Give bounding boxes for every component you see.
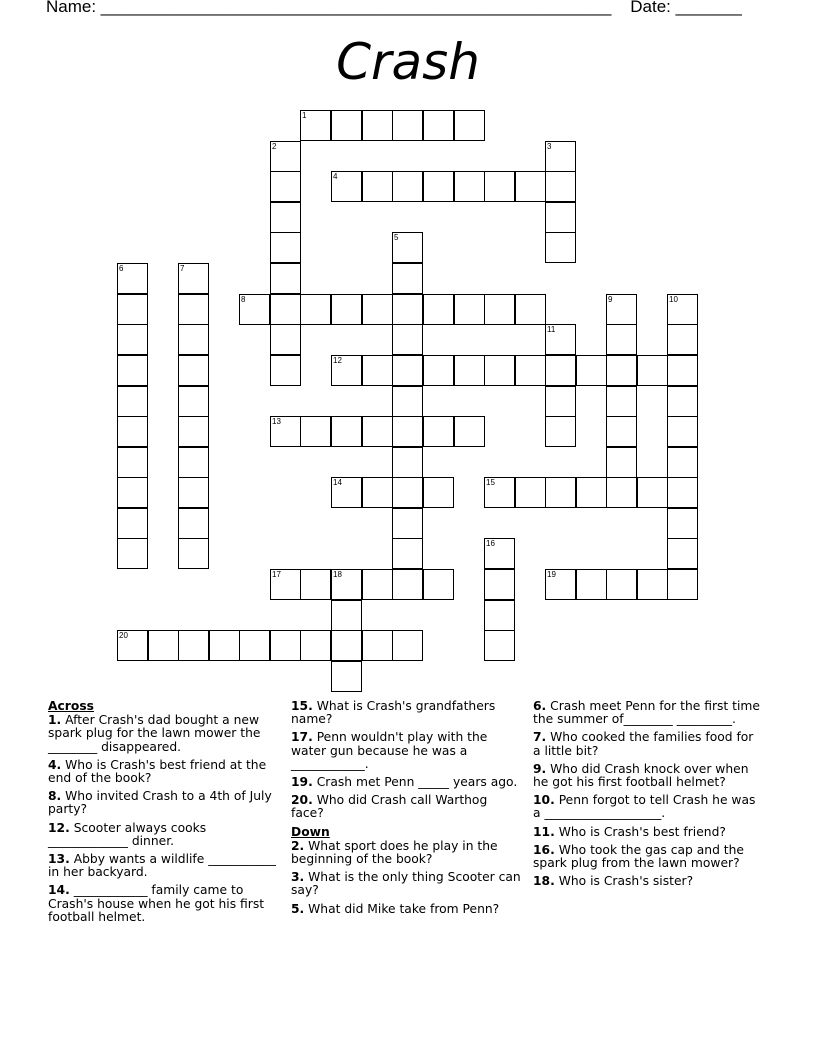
grid-cell[interactable] bbox=[392, 171, 423, 202]
grid-cell[interactable] bbox=[545, 477, 576, 508]
clue-item bbox=[48, 884, 280, 924]
clue-number: 17. bbox=[291, 730, 313, 745]
clue-item bbox=[533, 794, 763, 820]
grid-cell[interactable] bbox=[117, 294, 148, 325]
clue-number: 15. bbox=[291, 699, 313, 713]
grid-cell[interactable] bbox=[637, 569, 668, 600]
grid-cell[interactable] bbox=[392, 324, 423, 355]
grid-cell[interactable] bbox=[392, 294, 423, 325]
cell-number: 15 bbox=[486, 478, 495, 487]
grid-cell[interactable] bbox=[270, 171, 301, 202]
grid-cell[interactable] bbox=[362, 171, 393, 202]
grid-cell[interactable] bbox=[331, 661, 362, 692]
grid-cell[interactable] bbox=[178, 355, 209, 386]
puzzle-title: Crash bbox=[336, 33, 480, 91]
grid-cell[interactable] bbox=[423, 569, 454, 600]
grid-cell[interactable] bbox=[331, 416, 362, 447]
clue-item bbox=[533, 875, 763, 888]
clue-text: After Crash's dad bought a new spark plug for the lawn mower the ________ disappeared. bbox=[48, 713, 261, 754]
grid-cell[interactable] bbox=[667, 447, 698, 478]
grid-cell[interactable] bbox=[239, 630, 270, 661]
clue-number: 20. bbox=[291, 793, 313, 808]
clue-column-2 bbox=[291, 700, 521, 921]
grid-cell[interactable] bbox=[545, 386, 576, 417]
clue-item bbox=[48, 714, 280, 754]
grid-cell[interactable] bbox=[270, 630, 301, 661]
cell-number: 4 bbox=[333, 172, 338, 181]
grid-cell[interactable] bbox=[178, 294, 209, 325]
cell-number: 16 bbox=[486, 539, 495, 548]
grid-cell[interactable] bbox=[606, 447, 637, 478]
grid-cell[interactable] bbox=[423, 355, 454, 386]
grid-cell[interactable] bbox=[484, 171, 515, 202]
clue-item bbox=[291, 871, 521, 897]
grid-cell[interactable] bbox=[667, 477, 698, 508]
cell-number: 7 bbox=[180, 264, 185, 273]
cell-number: 14 bbox=[333, 478, 342, 487]
grid-cell[interactable] bbox=[454, 171, 485, 202]
cell-number: 17 bbox=[272, 570, 281, 579]
clue-text: Abby wants a wildlife ___________ in her backyard. bbox=[48, 852, 276, 880]
grid-cell[interactable] bbox=[515, 355, 546, 386]
clue-text: Who invited Crash to a 4th of July party? bbox=[48, 789, 272, 817]
grid-cell[interactable] bbox=[667, 416, 698, 447]
clue-number: 18. bbox=[533, 874, 555, 889]
clue-number: 12. bbox=[48, 820, 70, 835]
cell-number: 12 bbox=[333, 356, 342, 365]
grid-cell[interactable] bbox=[270, 294, 301, 325]
grid-cell[interactable] bbox=[178, 630, 209, 661]
cell-number: 18 bbox=[333, 570, 342, 579]
grid-cell[interactable] bbox=[606, 477, 637, 508]
grid-cell[interactable] bbox=[117, 508, 148, 539]
clue-item bbox=[48, 822, 280, 848]
clue-number: 2. bbox=[291, 838, 305, 853]
grid-cell[interactable] bbox=[454, 110, 485, 141]
grid-cell[interactable] bbox=[515, 477, 546, 508]
grid-cell[interactable] bbox=[576, 569, 607, 600]
clue-text: What sport does he play in the beginning of the book? bbox=[291, 838, 498, 867]
grid-cell[interactable] bbox=[576, 355, 607, 386]
clue-text: Crash meet Penn for the first time the summer of________ _________. bbox=[533, 699, 760, 727]
clue-number: 7. bbox=[533, 730, 547, 745]
clue-number: 19. bbox=[291, 775, 313, 790]
grid-cell[interactable] bbox=[545, 416, 576, 447]
grid-cell[interactable] bbox=[545, 355, 576, 386]
grid-cell[interactable] bbox=[545, 232, 576, 263]
grid-cell[interactable] bbox=[300, 294, 331, 325]
grid-cell[interactable] bbox=[484, 630, 515, 661]
grid-cell[interactable] bbox=[209, 630, 240, 661]
clue-number: 4. bbox=[48, 757, 62, 772]
grid-cell[interactable] bbox=[423, 110, 454, 141]
grid-cell[interactable] bbox=[667, 569, 698, 600]
clue-text: Penn wouldn't play with the water gun because he was a ____________. bbox=[291, 730, 488, 771]
clue-item bbox=[533, 826, 763, 839]
grid-cell[interactable] bbox=[667, 355, 698, 386]
clue-text: ____________ family came to Crash's house when he got his first football helmet. bbox=[48, 883, 265, 924]
clue-item bbox=[291, 903, 521, 916]
grid-cell[interactable] bbox=[606, 386, 637, 417]
grid-cell[interactable] bbox=[667, 538, 698, 569]
grid-cell[interactable] bbox=[515, 294, 546, 325]
grid-cell[interactable] bbox=[178, 447, 209, 478]
grid-cell[interactable] bbox=[117, 386, 148, 417]
grid-cell[interactable] bbox=[606, 416, 637, 447]
grid-cell[interactable] bbox=[484, 355, 515, 386]
grid-cell[interactable] bbox=[362, 110, 393, 141]
cell-number: 13 bbox=[272, 417, 281, 426]
grid-cell[interactable] bbox=[392, 630, 423, 661]
clue-number: 14. bbox=[48, 883, 70, 898]
cell-number: 20 bbox=[119, 631, 128, 640]
grid-cell[interactable] bbox=[300, 416, 331, 447]
clue-text: Who is Crash's best friend at the end of the book? bbox=[48, 757, 267, 786]
grid-cell[interactable] bbox=[331, 294, 362, 325]
grid-cell[interactable] bbox=[392, 263, 423, 294]
grid-cell[interactable] bbox=[362, 477, 393, 508]
clue-item bbox=[291, 776, 521, 789]
grid-cell[interactable] bbox=[178, 386, 209, 417]
cell-number: 2 bbox=[272, 142, 277, 151]
clue-number: 10. bbox=[533, 793, 555, 808]
grid-cell[interactable] bbox=[300, 569, 331, 600]
grid-cell[interactable] bbox=[392, 110, 423, 141]
cell-number: 6 bbox=[119, 264, 124, 273]
grid-cell[interactable] bbox=[515, 171, 546, 202]
cell-number: 19 bbox=[547, 570, 556, 579]
clue-item bbox=[48, 790, 280, 816]
grid-cell[interactable] bbox=[178, 477, 209, 508]
grid-cell[interactable] bbox=[637, 355, 668, 386]
clue-number: 1. bbox=[48, 713, 62, 728]
grid-cell[interactable] bbox=[392, 355, 423, 386]
clue-text: Penn forgot to tell Crash he was a ___________________. bbox=[533, 793, 756, 821]
cell-number: 9 bbox=[608, 295, 613, 304]
clue-text: Who did Crash knock over when he got his first football helmet? bbox=[533, 761, 749, 790]
grid-cell[interactable] bbox=[484, 294, 515, 325]
grid-cell[interactable] bbox=[423, 171, 454, 202]
grid-cell[interactable] bbox=[606, 355, 637, 386]
cell-number: 8 bbox=[241, 295, 246, 304]
grid-cell[interactable] bbox=[117, 416, 148, 447]
cell-number: 10 bbox=[669, 295, 678, 304]
clue-number: 3. bbox=[291, 870, 305, 885]
grid-cell[interactable] bbox=[392, 508, 423, 539]
grid-cell[interactable] bbox=[392, 477, 423, 508]
clue-item bbox=[533, 700, 763, 726]
grid-cell[interactable] bbox=[392, 386, 423, 417]
grid-cell[interactable] bbox=[362, 355, 393, 386]
grid-cell[interactable] bbox=[362, 416, 393, 447]
grid-cell[interactable] bbox=[117, 324, 148, 355]
grid-cell[interactable] bbox=[454, 294, 485, 325]
clue-column-1 bbox=[48, 700, 280, 929]
grid-cell[interactable] bbox=[392, 447, 423, 478]
clue-text: Who cooked the families food for a little bit? bbox=[533, 730, 754, 758]
grid-cell[interactable] bbox=[362, 294, 393, 325]
grid-cell[interactable] bbox=[178, 538, 209, 569]
clue-item bbox=[291, 794, 521, 820]
clue-text: Who took the gas cap and the spark plug from the lawn mower? bbox=[533, 842, 744, 871]
grid-cell[interactable] bbox=[178, 324, 209, 355]
name-date-line[interactable]: Name: ______________________________________________________ Date: _______ bbox=[46, 0, 742, 16]
clue-item bbox=[533, 844, 763, 870]
clue-text: What did Mike take from Penn? bbox=[304, 901, 500, 916]
clue-item bbox=[291, 840, 521, 866]
grid-cell[interactable] bbox=[178, 416, 209, 447]
grid-cell[interactable] bbox=[545, 171, 576, 202]
clue-number: 6. bbox=[533, 699, 547, 713]
grid-cell[interactable] bbox=[117, 355, 148, 386]
clue-number: 8. bbox=[48, 789, 62, 804]
clue-number: 13. bbox=[48, 852, 70, 867]
grid-cell[interactable] bbox=[423, 294, 454, 325]
grid-cell[interactable] bbox=[637, 477, 668, 508]
grid-cell[interactable] bbox=[362, 630, 393, 661]
clue-item bbox=[48, 853, 280, 879]
grid-cell[interactable] bbox=[667, 508, 698, 539]
grid-cell[interactable] bbox=[178, 508, 209, 539]
grid-cell[interactable] bbox=[270, 263, 301, 294]
clue-text: Who is Crash's sister? bbox=[554, 874, 694, 889]
clue-item bbox=[533, 763, 763, 789]
clue-number: 16. bbox=[533, 842, 555, 857]
clue-number: 9. bbox=[533, 761, 547, 776]
grid-cell[interactable] bbox=[606, 324, 637, 355]
clue-item bbox=[291, 700, 521, 726]
clue-item bbox=[291, 731, 521, 771]
grid-cell[interactable] bbox=[423, 477, 454, 508]
grid-cell[interactable] bbox=[392, 538, 423, 569]
clue-text: Who did Crash call Warthog face? bbox=[291, 793, 488, 821]
grid-cell[interactable] bbox=[270, 232, 301, 263]
clue-text: What is the only thing Scooter can say? bbox=[291, 870, 521, 898]
clue-text: Who is Crash's best friend? bbox=[554, 824, 726, 839]
grid-cell[interactable] bbox=[270, 202, 301, 233]
grid-cell[interactable] bbox=[392, 416, 423, 447]
grid-cell[interactable] bbox=[667, 324, 698, 355]
grid-cell[interactable] bbox=[576, 477, 607, 508]
clue-number: 5. bbox=[291, 901, 305, 916]
grid-cell[interactable] bbox=[331, 630, 362, 661]
grid-cell[interactable] bbox=[300, 630, 331, 661]
grid-cell[interactable] bbox=[117, 477, 148, 508]
clue-text: Scooter always cooks _____________ dinner. bbox=[48, 820, 207, 848]
clue-text: Crash met Penn _____ years ago. bbox=[312, 775, 518, 790]
grid-cell[interactable] bbox=[423, 416, 454, 447]
grid-cell[interactable] bbox=[270, 355, 301, 386]
cell-number: 1 bbox=[302, 111, 307, 120]
grid-cell[interactable] bbox=[270, 324, 301, 355]
across-heading: Across bbox=[48, 699, 94, 713]
down-heading: Down bbox=[291, 824, 330, 839]
clue-item bbox=[533, 731, 763, 757]
cell-number: 11 bbox=[547, 325, 556, 334]
cell-number: 5 bbox=[394, 233, 399, 242]
clue-number: 11. bbox=[533, 824, 555, 839]
grid-cell[interactable] bbox=[454, 355, 485, 386]
grid-cell[interactable] bbox=[484, 569, 515, 600]
grid-cell[interactable] bbox=[667, 386, 698, 417]
grid-cell[interactable] bbox=[484, 600, 515, 631]
grid-cell[interactable] bbox=[331, 110, 362, 141]
clue-item bbox=[48, 759, 280, 785]
grid-cell[interactable] bbox=[148, 630, 179, 661]
grid-cell[interactable] bbox=[331, 600, 362, 631]
grid-cell[interactable] bbox=[545, 202, 576, 233]
grid-cell[interactable] bbox=[392, 569, 423, 600]
grid-cell[interactable] bbox=[454, 416, 485, 447]
clue-column-3 bbox=[533, 700, 763, 893]
grid-cell[interactable] bbox=[362, 569, 393, 600]
grid-cell[interactable] bbox=[117, 538, 148, 569]
cell-number: 3 bbox=[547, 142, 552, 151]
grid-cell[interactable] bbox=[606, 569, 637, 600]
clue-text: What is Crash's grandfathers name? bbox=[291, 699, 496, 727]
grid-cell[interactable] bbox=[117, 447, 148, 478]
